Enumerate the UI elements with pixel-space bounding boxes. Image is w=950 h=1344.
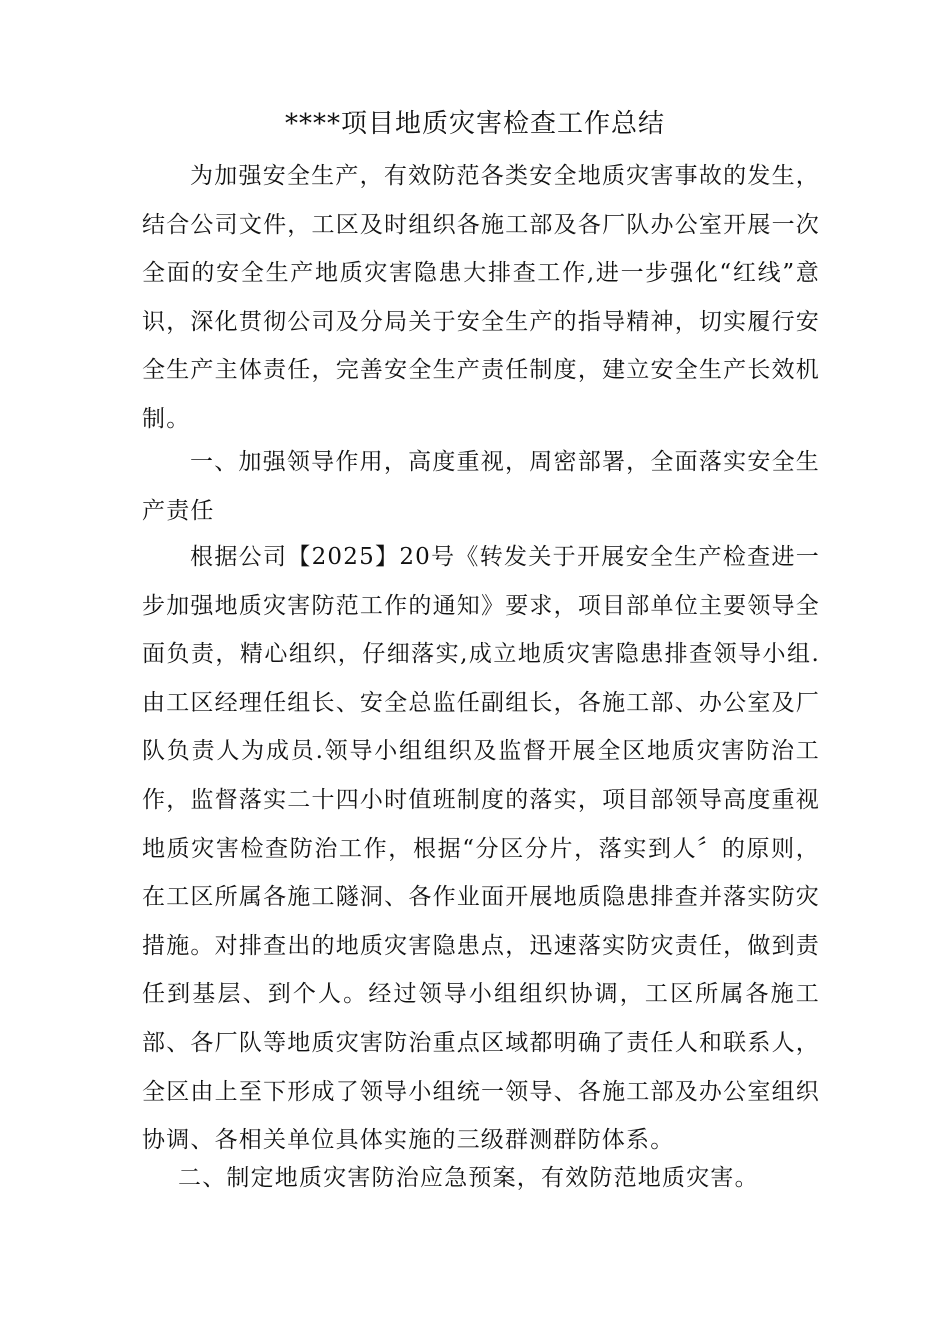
document-title: ****项目地质灾害检查工作总结: [284, 109, 665, 139]
section-heading-1: 一、加强领导作用，高度重视，周密部署，全面落实安全生产责任: [142, 449, 820, 524]
paragraph-section-1-body: 根据公司【2025】20号《转发关于开展安全生产检查进一步加强地质灾害防范工作的通知》要求，项目部单位主要领导全面负责，精心组织，仔细落实,成立地质灾害隐患排查领导小组.由工区经理任组长、安全总监任副组长，各施工部、办公室及厂队负责人为成员.领导小组组织及监督开展全区地质灾害防治工作，监督落实二十四小时值班制度的落实，项目部领导高度重视地质灾害检查防治工作，根据“分区分片，落实到人〞的原则，在工区所属各施工隧洞、各作业面开展地质隐患排查并落实防灾措施。对排查出的地质灾害隐患点，迅速落实防灾责任，做到责任到基层、到个人。经过领导小组组织协调，工区所属各施工部、各厂队等地质灾害防治重点区域都明确了责任人和联系人，全区由上至下形成了领导小组统一领导、各施工部及办公室组织协调、各相关单位具体实施的三级群测群防体系。: [142, 544, 820, 1154]
section-heading-2: 二、制定地质灾害防治应急预案，有效防范地质灾害。: [178, 1165, 759, 1191]
paragraph-intro: 为加强安全生产，有效防范各类安全地质灾害事故的发生，结合公司文件，工区及时组织各施工部及各厂队办公室开展一次全面的安全生产地质灾害隐患大排查工作,进一步强化“红线”意识，深化贯彻公司及分局关于安全生产的指导精神，切实履行安全生产主体责任，完善安全生产责任制度，建立安全生产长效机制。: [142, 163, 820, 432]
